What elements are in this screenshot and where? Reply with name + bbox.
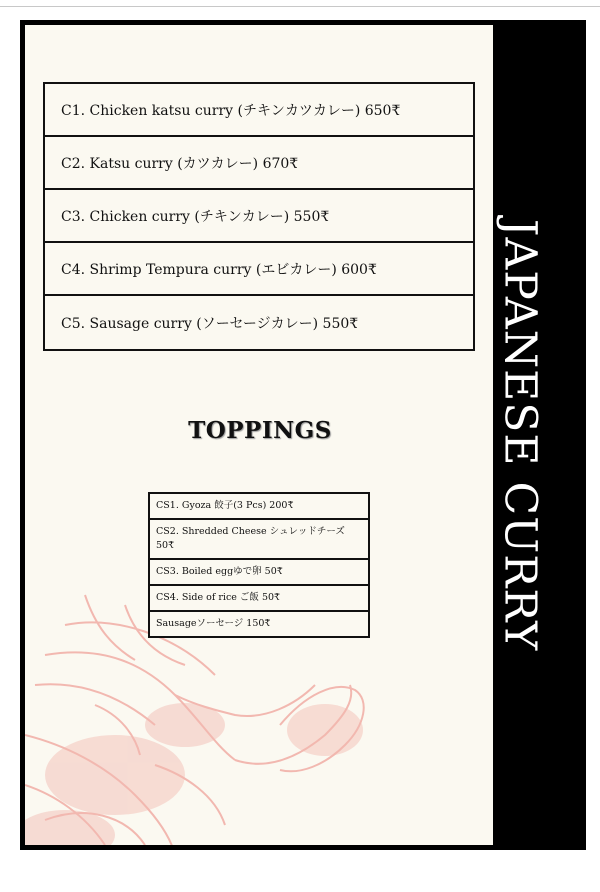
- menu-item: C3. Chicken curry (チキンカレー) 550₹: [45, 190, 473, 243]
- menu-item: C4. Shrimp Tempura curry (エビカレー) 600₹: [45, 243, 473, 296]
- toppings-heading: TOPPINGS: [188, 417, 332, 444]
- topping-item: CS2. Shredded Cheese シュレッドチーズ 50₹: [150, 520, 368, 560]
- menu-item: C2. Katsu curry (カツカレー) 670₹: [45, 137, 473, 190]
- curry-menu-table: [43, 82, 475, 351]
- topping-item: CS3. Boiled eggゆで卵 50₹: [150, 560, 368, 586]
- menu-item: C5. Sausage curry (ソーセージカレー) 550₹: [61, 315, 359, 332]
- menu-item: C1. Chicken katsu curry (チキンカツカレー) 650₹: [45, 84, 473, 137]
- side-title: JAPANESE CURRY: [494, 218, 546, 652]
- topping-item: CS4. Side of rice ご飯 50₹: [150, 586, 368, 612]
- topping-item: CS1. Gyoza 餃子(3 Pcs) 200₹: [150, 494, 368, 520]
- topping-item: Sausageソーセージ 150₹: [156, 618, 271, 629]
- top-divider: [0, 6, 600, 7]
- toppings-table: [148, 492, 370, 638]
